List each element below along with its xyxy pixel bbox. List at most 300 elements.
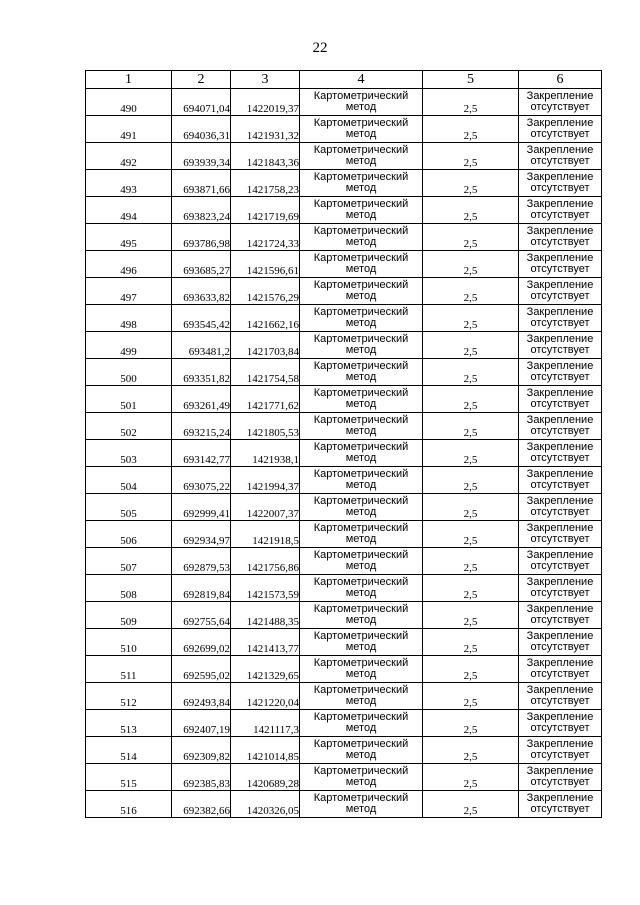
- method-cell-line: метод: [345, 317, 377, 329]
- fixing-cell-line: отсутствует: [530, 533, 590, 545]
- table-body: [86, 89, 602, 818]
- method-cell-line: метод: [345, 425, 377, 437]
- accuracy-cell: 2,5: [423, 629, 519, 656]
- point-number-cell: 512: [86, 683, 172, 710]
- method-cell-line: метод: [345, 182, 377, 194]
- y-coordinate-cell: 1421488,35: [231, 602, 300, 629]
- fixing-cell-line: отсутствует: [530, 209, 590, 221]
- y-coordinate-cell: 1421756,86: [231, 548, 300, 575]
- x-coordinate-cell: 693685,27: [172, 251, 231, 278]
- table-row: [86, 710, 602, 737]
- y-coordinate-cell: 1421771,62: [231, 386, 300, 413]
- method-cell-line: Картометрический: [313, 90, 409, 102]
- fixing-cell-line: отсутствует: [530, 344, 590, 356]
- fixing-cell: [519, 143, 602, 170]
- x-coordinate-cell: 692699,02: [172, 629, 231, 656]
- x-coordinate-cell: 692382,66: [172, 791, 231, 818]
- table-row: [86, 332, 602, 359]
- method-cell-line: Картометрический: [313, 414, 409, 426]
- point-number-cell: 497: [86, 278, 172, 305]
- method-cell: [300, 440, 423, 467]
- point-number-cell: 511: [86, 656, 172, 683]
- method-cell: [300, 764, 423, 791]
- method-cell: [300, 521, 423, 548]
- point-number-cell: 514: [86, 737, 172, 764]
- accuracy-cell: 2,5: [423, 359, 519, 386]
- method-cell: [300, 278, 423, 305]
- column-header-method: 4: [300, 71, 423, 89]
- accuracy-cell: 2,5: [423, 791, 519, 818]
- y-coordinate-cell: 1421573,59: [231, 575, 300, 602]
- y-coordinate-cell: 1421754,58: [231, 359, 300, 386]
- accuracy-cell: 2,5: [423, 413, 519, 440]
- table-row: [86, 359, 602, 386]
- table-row: [86, 629, 602, 656]
- point-number-cell: 506: [86, 521, 172, 548]
- method-cell: [300, 683, 423, 710]
- fixing-cell-line: Закрепление: [526, 441, 594, 453]
- accuracy-cell: 2,5: [423, 251, 519, 278]
- fixing-cell-line: отсутствует: [530, 479, 590, 491]
- method-cell: [300, 143, 423, 170]
- method-cell-line: метод: [345, 506, 377, 518]
- fixing-cell-line: отсутствует: [530, 614, 590, 626]
- fixing-cell-line: Закрепление: [526, 198, 594, 210]
- point-number-cell: 499: [86, 332, 172, 359]
- table-row: [86, 683, 602, 710]
- point-number-cell: 498: [86, 305, 172, 332]
- fixing-cell-line: Закрепление: [526, 333, 594, 345]
- table-row: [86, 791, 602, 818]
- fixing-cell: [519, 332, 602, 359]
- table-row: [86, 386, 602, 413]
- y-coordinate-cell: 1421014,85: [231, 737, 300, 764]
- point-number-cell: 503: [86, 440, 172, 467]
- accuracy-cell: 2,5: [423, 467, 519, 494]
- fixing-cell-line: отсутствует: [530, 101, 590, 113]
- method-cell-line: метод: [345, 344, 377, 356]
- fixing-cell: [519, 359, 602, 386]
- table-row: [86, 440, 602, 467]
- accuracy-cell: 2,5: [423, 89, 519, 116]
- method-cell-line: Картометрический: [313, 171, 409, 183]
- x-coordinate-cell: 693939,34: [172, 143, 231, 170]
- table-row: [86, 575, 602, 602]
- x-coordinate-cell: 693075,22: [172, 467, 231, 494]
- y-coordinate-cell: 1421117,3: [231, 710, 300, 737]
- fixing-cell: [519, 521, 602, 548]
- fixing-cell-line: Закрепление: [526, 306, 594, 318]
- table-row: [86, 602, 602, 629]
- method-cell-line: Картометрический: [313, 495, 409, 507]
- fixing-cell-line: Закрепление: [526, 117, 594, 129]
- point-number-cell: 490: [86, 89, 172, 116]
- x-coordinate-cell: 694036,31: [172, 116, 231, 143]
- fixing-cell-line: отсутствует: [530, 776, 590, 788]
- fixing-cell-line: отсутствует: [530, 695, 590, 707]
- fixing-cell: [519, 413, 602, 440]
- fixing-cell: [519, 710, 602, 737]
- point-number-cell: 501: [86, 386, 172, 413]
- accuracy-cell: 2,5: [423, 656, 519, 683]
- accuracy-cell: 2,5: [423, 143, 519, 170]
- x-coordinate-cell: 692309,82: [172, 737, 231, 764]
- method-cell-line: метод: [345, 101, 377, 113]
- y-coordinate-cell: 1421329,65: [231, 656, 300, 683]
- method-cell: [300, 467, 423, 494]
- x-coordinate-cell: 694071,04: [172, 89, 231, 116]
- table-row: [86, 224, 602, 251]
- fixing-cell: [519, 548, 602, 575]
- point-number-cell: 510: [86, 629, 172, 656]
- y-coordinate-cell: 1421724,33: [231, 224, 300, 251]
- fixing-cell-line: Закрепление: [526, 144, 594, 156]
- accuracy-cell: 2,5: [423, 602, 519, 629]
- point-number-cell: 502: [86, 413, 172, 440]
- method-cell: [300, 602, 423, 629]
- fixing-cell: [519, 683, 602, 710]
- coordinates-table: [85, 70, 602, 818]
- y-coordinate-cell: 1421918,5: [231, 521, 300, 548]
- method-cell: [300, 629, 423, 656]
- method-cell-line: Картометрический: [313, 792, 409, 804]
- method-cell-line: Картометрический: [313, 252, 409, 264]
- method-cell: [300, 386, 423, 413]
- method-cell-line: метод: [345, 290, 377, 302]
- method-cell-line: метод: [345, 803, 377, 815]
- fixing-cell-line: отсутствует: [530, 668, 590, 680]
- fixing-cell-line: отсутствует: [530, 641, 590, 653]
- method-cell-line: метод: [345, 587, 377, 599]
- method-cell-line: метод: [345, 371, 377, 383]
- method-cell-line: Картометрический: [313, 225, 409, 237]
- method-cell: [300, 116, 423, 143]
- accuracy-cell: 2,5: [423, 575, 519, 602]
- table-header-row: [86, 71, 602, 89]
- fixing-cell-line: Закрепление: [526, 279, 594, 291]
- fixing-cell-line: отсутствует: [530, 317, 590, 329]
- fixing-cell: [519, 197, 602, 224]
- fixing-cell: [519, 764, 602, 791]
- fixing-cell-line: отсутствует: [530, 182, 590, 194]
- method-cell-line: Картометрический: [313, 684, 409, 696]
- point-number-cell: 494: [86, 197, 172, 224]
- column-header-y: 3: [231, 71, 300, 89]
- fixing-cell-line: Закрепление: [526, 657, 594, 669]
- fixing-cell-line: отсутствует: [530, 749, 590, 761]
- fixing-cell-line: Закрепление: [526, 738, 594, 750]
- x-coordinate-cell: 693351,82: [172, 359, 231, 386]
- fixing-cell: [519, 89, 602, 116]
- fixing-cell: [519, 575, 602, 602]
- method-cell-line: Картометрический: [313, 765, 409, 777]
- fixing-cell-line: Закрепление: [526, 522, 594, 534]
- method-cell: [300, 332, 423, 359]
- method-cell-line: метод: [345, 614, 377, 626]
- method-cell-line: метод: [345, 209, 377, 221]
- x-coordinate-cell: 692595,02: [172, 656, 231, 683]
- accuracy-cell: 2,5: [423, 683, 519, 710]
- method-cell-line: Картометрический: [313, 144, 409, 156]
- method-cell: [300, 548, 423, 575]
- y-coordinate-cell: 1421413,77: [231, 629, 300, 656]
- fixing-cell-line: отсутствует: [530, 425, 590, 437]
- y-coordinate-cell: 1421805,53: [231, 413, 300, 440]
- method-cell-line: Картометрический: [313, 549, 409, 561]
- fixing-cell-line: отсутствует: [530, 263, 590, 275]
- point-number-cell: 509: [86, 602, 172, 629]
- fixing-cell: [519, 116, 602, 143]
- x-coordinate-cell: 693215,24: [172, 413, 231, 440]
- fixing-cell-line: Закрепление: [526, 225, 594, 237]
- x-coordinate-cell: 692819,84: [172, 575, 231, 602]
- point-number-cell: 492: [86, 143, 172, 170]
- fixing-cell: [519, 629, 602, 656]
- method-cell: [300, 359, 423, 386]
- method-cell-line: Картометрический: [313, 333, 409, 345]
- x-coordinate-cell: 693142,77: [172, 440, 231, 467]
- y-coordinate-cell: 1421596,61: [231, 251, 300, 278]
- method-cell: [300, 737, 423, 764]
- fixing-cell-line: Закрепление: [526, 468, 594, 480]
- fixing-cell: [519, 467, 602, 494]
- accuracy-cell: 2,5: [423, 170, 519, 197]
- fixing-cell-line: Закрепление: [526, 495, 594, 507]
- y-coordinate-cell: 1421994,37: [231, 467, 300, 494]
- column-header-fixing: 6: [519, 71, 602, 89]
- table-row: [86, 170, 602, 197]
- x-coordinate-cell: 692934,97: [172, 521, 231, 548]
- page-number: 22: [312, 40, 328, 56]
- method-cell-line: метод: [345, 776, 377, 788]
- fixing-cell-line: Закрепление: [526, 549, 594, 561]
- accuracy-cell: 2,5: [423, 278, 519, 305]
- accuracy-cell: 2,5: [423, 521, 519, 548]
- fixing-cell-line: Закрепление: [526, 387, 594, 399]
- fixing-cell: [519, 386, 602, 413]
- y-coordinate-cell: 1421662,16: [231, 305, 300, 332]
- x-coordinate-cell: 693871,66: [172, 170, 231, 197]
- table-row: [86, 89, 602, 116]
- fixing-cell-line: Закрепление: [526, 765, 594, 777]
- accuracy-cell: 2,5: [423, 710, 519, 737]
- fixing-cell-line: отсутствует: [530, 803, 590, 815]
- method-cell-line: метод: [345, 263, 377, 275]
- method-cell-line: метод: [345, 479, 377, 491]
- point-number-cell: 505: [86, 494, 172, 521]
- method-cell-line: метод: [345, 722, 377, 734]
- accuracy-cell: 2,5: [423, 548, 519, 575]
- fixing-cell: [519, 305, 602, 332]
- point-number-cell: 496: [86, 251, 172, 278]
- accuracy-cell: 2,5: [423, 737, 519, 764]
- x-coordinate-cell: 692999,41: [172, 494, 231, 521]
- table-row: [86, 251, 602, 278]
- column-header-accuracy: 5: [423, 71, 519, 89]
- accuracy-cell: 2,5: [423, 224, 519, 251]
- point-number-cell: 493: [86, 170, 172, 197]
- fixing-cell-line: Закрепление: [526, 603, 594, 615]
- method-cell-line: метод: [345, 695, 377, 707]
- y-coordinate-cell: 1421843,36: [231, 143, 300, 170]
- table-row: [86, 521, 602, 548]
- fixing-cell-line: отсутствует: [530, 506, 590, 518]
- fixing-cell-line: Закрепление: [526, 90, 594, 102]
- method-cell: [300, 656, 423, 683]
- method-cell: [300, 170, 423, 197]
- fixing-cell-line: отсутствует: [530, 560, 590, 572]
- fixing-cell: [519, 440, 602, 467]
- fixing-cell-line: отсутствует: [530, 452, 590, 464]
- fixing-cell: [519, 737, 602, 764]
- y-coordinate-cell: 1422019,37: [231, 89, 300, 116]
- x-coordinate-cell: 693786,98: [172, 224, 231, 251]
- x-coordinate-cell: 692493,84: [172, 683, 231, 710]
- fixing-cell-line: отсутствует: [530, 155, 590, 167]
- method-cell-line: Картометрический: [313, 630, 409, 642]
- table-row: [86, 143, 602, 170]
- fixing-cell: [519, 791, 602, 818]
- point-number-cell: 491: [86, 116, 172, 143]
- table-row: [86, 494, 602, 521]
- point-number-cell: 500: [86, 359, 172, 386]
- fixing-cell-line: Закрепление: [526, 711, 594, 723]
- method-cell: [300, 224, 423, 251]
- method-cell: [300, 494, 423, 521]
- fixing-cell-line: Закрепление: [526, 360, 594, 372]
- point-number-cell: 504: [86, 467, 172, 494]
- y-coordinate-cell: 1421758,23: [231, 170, 300, 197]
- point-number-cell: 508: [86, 575, 172, 602]
- table-row: [86, 197, 602, 224]
- fixing-cell: [519, 602, 602, 629]
- fixing-cell-line: отсутствует: [530, 398, 590, 410]
- fixing-cell-line: Закрепление: [526, 576, 594, 588]
- fixing-cell: [519, 224, 602, 251]
- method-cell: [300, 413, 423, 440]
- fixing-cell: [519, 251, 602, 278]
- method-cell-line: Картометрический: [313, 306, 409, 318]
- x-coordinate-cell: 692407,19: [172, 710, 231, 737]
- y-coordinate-cell: 1421220,04: [231, 683, 300, 710]
- method-cell-line: Картометрический: [313, 117, 409, 129]
- column-header-x: 2: [172, 71, 231, 89]
- method-cell-line: метод: [345, 641, 377, 653]
- method-cell-line: метод: [345, 749, 377, 761]
- method-cell-line: метод: [345, 560, 377, 572]
- table-row: [86, 764, 602, 791]
- method-cell-line: Картометрический: [313, 468, 409, 480]
- y-coordinate-cell: 1421931,32: [231, 116, 300, 143]
- method-cell: [300, 575, 423, 602]
- y-coordinate-cell: 1421703,84: [231, 332, 300, 359]
- accuracy-cell: 2,5: [423, 116, 519, 143]
- y-coordinate-cell: 1422007,37: [231, 494, 300, 521]
- method-cell-line: Картометрический: [313, 738, 409, 750]
- accuracy-cell: 2,5: [423, 440, 519, 467]
- y-coordinate-cell: 1421938,1: [231, 440, 300, 467]
- method-cell-line: метод: [345, 128, 377, 140]
- point-number-cell: 515: [86, 764, 172, 791]
- method-cell-line: Картометрический: [313, 603, 409, 615]
- fixing-cell: [519, 656, 602, 683]
- fixing-cell-line: отсутствует: [530, 236, 590, 248]
- point-number-cell: 513: [86, 710, 172, 737]
- method-cell-line: метод: [345, 236, 377, 248]
- column-header-number: 1: [86, 71, 172, 89]
- table-row: [86, 548, 602, 575]
- accuracy-cell: 2,5: [423, 197, 519, 224]
- method-cell-line: метод: [345, 452, 377, 464]
- method-cell-line: метод: [345, 155, 377, 167]
- y-coordinate-cell: 1421576,29: [231, 278, 300, 305]
- fixing-cell-line: отсутствует: [530, 722, 590, 734]
- x-coordinate-cell: 692385,83: [172, 764, 231, 791]
- point-number-cell: 507: [86, 548, 172, 575]
- method-cell-line: Картометрический: [313, 387, 409, 399]
- x-coordinate-cell: 693261,49: [172, 386, 231, 413]
- table-row: [86, 656, 602, 683]
- table-row: [86, 467, 602, 494]
- fixing-cell-line: Закрепление: [526, 630, 594, 642]
- method-cell: [300, 791, 423, 818]
- method-cell-line: Картометрический: [313, 441, 409, 453]
- fixing-cell-line: Закрепление: [526, 171, 594, 183]
- fixing-cell-line: отсутствует: [530, 371, 590, 383]
- y-coordinate-cell: 1420326,05: [231, 791, 300, 818]
- fixing-cell: [519, 278, 602, 305]
- y-coordinate-cell: 1421719,69: [231, 197, 300, 224]
- accuracy-cell: 2,5: [423, 386, 519, 413]
- method-cell-line: Картометрический: [313, 360, 409, 372]
- fixing-cell-line: Закрепление: [526, 252, 594, 264]
- accuracy-cell: 2,5: [423, 764, 519, 791]
- method-cell: [300, 710, 423, 737]
- table-row: [86, 737, 602, 764]
- fixing-cell-line: Закрепление: [526, 414, 594, 426]
- y-coordinate-cell: 1420689,28: [231, 764, 300, 791]
- fixing-cell-line: отсутствует: [530, 290, 590, 302]
- accuracy-cell: 2,5: [423, 305, 519, 332]
- method-cell-line: Картометрический: [313, 279, 409, 291]
- x-coordinate-cell: 693481,2: [172, 332, 231, 359]
- method-cell-line: Картометрический: [313, 576, 409, 588]
- table-row: [86, 413, 602, 440]
- x-coordinate-cell: 692879,53: [172, 548, 231, 575]
- method-cell: [300, 251, 423, 278]
- method-cell-line: Картометрический: [313, 711, 409, 723]
- x-coordinate-cell: 692755,64: [172, 602, 231, 629]
- method-cell-line: Картометрический: [313, 657, 409, 669]
- method-cell-line: метод: [345, 533, 377, 545]
- method-cell: [300, 305, 423, 332]
- x-coordinate-cell: 693545,42: [172, 305, 231, 332]
- table-row: [86, 278, 602, 305]
- table-row: [86, 116, 602, 143]
- fixing-cell-line: отсутствует: [530, 128, 590, 140]
- method-cell-line: метод: [345, 668, 377, 680]
- fixing-cell: [519, 494, 602, 521]
- method-cell: [300, 89, 423, 116]
- accuracy-cell: 2,5: [423, 494, 519, 521]
- method-cell-line: метод: [345, 398, 377, 410]
- method-cell-line: Картометрический: [313, 522, 409, 534]
- accuracy-cell: 2,5: [423, 332, 519, 359]
- point-number-cell: 516: [86, 791, 172, 818]
- x-coordinate-cell: 693823,24: [172, 197, 231, 224]
- point-number-cell: 495: [86, 224, 172, 251]
- fixing-cell-line: Закрепление: [526, 792, 594, 804]
